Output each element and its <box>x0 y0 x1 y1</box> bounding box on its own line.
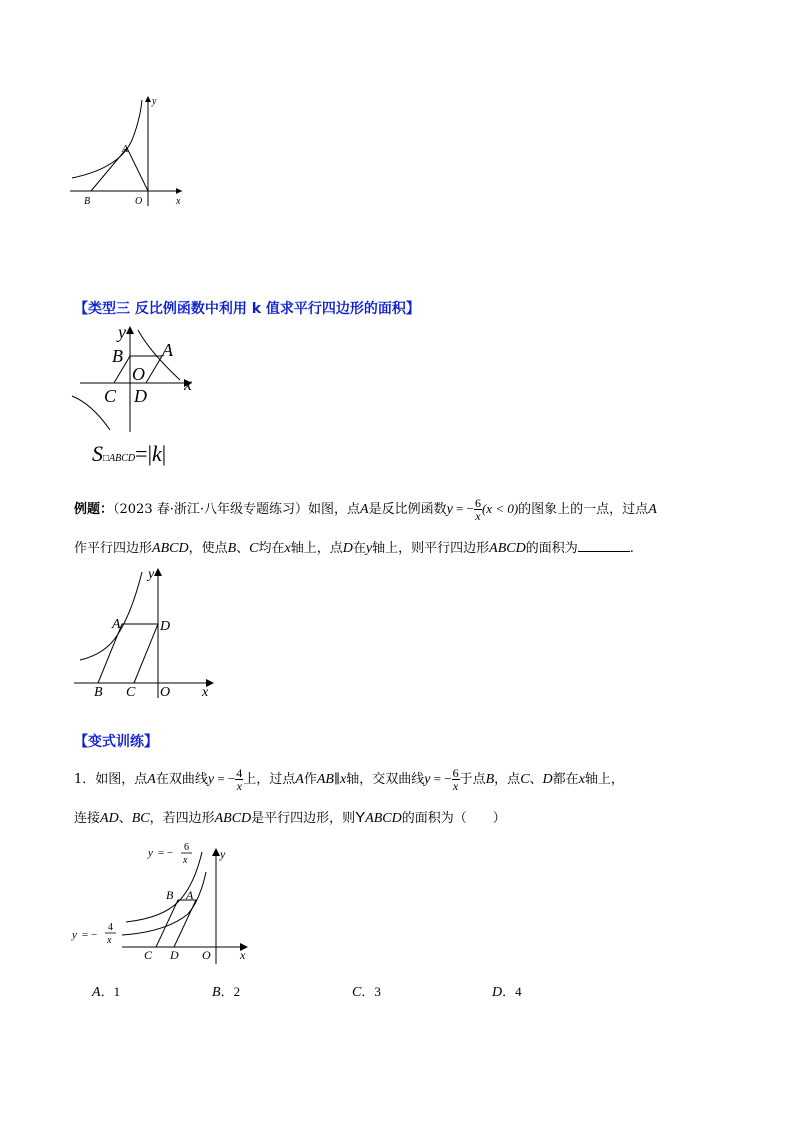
f6-num: 6 <box>184 842 189 853</box>
option-letter: A <box>92 985 101 1000</box>
func-eq: = − <box>430 771 452 786</box>
label-c: C <box>144 948 153 962</box>
text: 是反比例函数 <box>368 502 447 517</box>
y-axis-arrow <box>212 848 220 856</box>
section-title-type3: 【类型三 反比例函数中利用 k 值求平行四边形的面积】 <box>74 301 420 317</box>
formula-end: | <box>161 441 167 466</box>
label-x: x <box>176 196 181 207</box>
point-a: A <box>147 772 156 787</box>
text: 于点 <box>459 772 486 787</box>
parallel-symbol: ∥ <box>333 772 340 787</box>
text: 作平行四边形 <box>74 541 153 556</box>
text: 轴上， <box>584 772 624 787</box>
label-y: y <box>220 847 226 861</box>
formula-s: S <box>92 441 103 466</box>
func-y: y <box>207 772 215 787</box>
option-letter: D <box>492 985 503 1000</box>
y-axis-arrow <box>126 326 134 334</box>
text: 上，过点 <box>243 772 296 787</box>
point-a: A <box>648 502 657 517</box>
abcd: ABCD <box>152 541 189 556</box>
label-d: D <box>160 619 171 634</box>
label-y: y <box>148 567 155 582</box>
text: 、 <box>236 541 250 556</box>
frac-den: x <box>236 779 242 793</box>
option-letter: B <box>212 985 221 1000</box>
option-text: ．1 <box>100 984 121 999</box>
abcd: ABCD <box>365 811 402 826</box>
label-x: x <box>184 374 192 394</box>
point-c: C <box>249 541 259 556</box>
figure-hyperbola-triangle <box>60 90 200 210</box>
label-x: x <box>240 948 246 962</box>
label-y: y <box>152 96 157 107</box>
answer-blank[interactable] <box>578 539 630 552</box>
parallelogram-abcd <box>98 624 158 683</box>
f4-eq: = − <box>82 929 98 941</box>
text: 的图象上的一点，过点 <box>518 502 649 517</box>
example-line-2 <box>74 539 634 558</box>
hyperbola-curve <box>80 572 142 660</box>
func-eq: = − <box>452 501 474 516</box>
option-a[interactable] <box>92 981 120 1001</box>
label-o: O <box>202 948 211 962</box>
label-o: O <box>160 685 171 700</box>
label-a: A <box>122 144 129 155</box>
point-b: B <box>227 541 237 556</box>
frac-den: x <box>475 509 481 523</box>
f4-den: x <box>107 935 112 946</box>
frac-num: 6 <box>474 496 481 510</box>
func-domain: (x < 0) <box>481 501 519 516</box>
option-text: ．4 <box>502 984 522 999</box>
x: x <box>284 541 291 556</box>
hyperbola-minus-4-over-x <box>122 872 206 935</box>
func-y: y <box>424 772 431 787</box>
section-title-variant: 【变式训练】 <box>74 734 158 750</box>
abcd: ABCD <box>489 541 526 556</box>
point-c: C <box>520 772 530 787</box>
text: . <box>629 541 634 556</box>
label-c: C <box>126 685 136 700</box>
abcd: ABCD <box>214 811 252 826</box>
formula-eq: =| <box>135 441 152 466</box>
example-line-1 <box>74 497 657 522</box>
point-a: A <box>360 502 369 517</box>
parallelogram-abcd <box>156 900 196 947</box>
formula-k: k <box>151 441 162 466</box>
label-a: A <box>162 340 173 360</box>
example-label: 例题： <box>74 502 114 517</box>
text: 的面积为（ ） <box>401 811 506 826</box>
x-axis-arrow <box>176 188 182 194</box>
option-b[interactable] <box>212 981 240 1001</box>
option-letter: C <box>352 985 362 1000</box>
figure-two-hyperbolas <box>66 842 256 967</box>
question-1-line-2 <box>74 809 506 828</box>
text: 轴上，则平行四边形 <box>372 541 490 556</box>
ad: AD <box>100 811 119 826</box>
text: 作 <box>303 772 317 787</box>
text: 都在 <box>552 772 579 787</box>
example-source: （2023 春·浙江·八年级专题练习）如图，点 <box>113 502 360 517</box>
func-eq: = − <box>214 771 236 786</box>
point-d: D <box>342 541 353 556</box>
fraction-6-over-x <box>474 497 482 522</box>
text: ，使点 <box>188 541 228 556</box>
f4-num: 4 <box>108 922 113 933</box>
f6-eq: = − <box>158 847 174 859</box>
text: 是平行四边形，则 <box>251 811 356 826</box>
ab: AB <box>316 772 334 787</box>
y-axis-arrow <box>154 568 162 576</box>
label-x: x <box>202 685 209 700</box>
text: 轴上，点 <box>290 541 343 556</box>
text: 、 <box>118 811 132 826</box>
option-d[interactable] <box>492 981 522 1001</box>
label-b: B <box>94 685 103 700</box>
label-b: B <box>84 196 91 207</box>
label-d: D <box>170 948 179 962</box>
question-1-line-1 <box>74 767 624 792</box>
text: 在 <box>352 541 366 556</box>
text: ，点 <box>494 772 521 787</box>
label-o: O <box>132 364 145 384</box>
formula-subscript: □ABCD <box>103 453 136 464</box>
frac-den: x <box>452 779 459 793</box>
figure-parallelogram-model <box>66 322 206 438</box>
func-y: y <box>446 502 453 517</box>
label-o: O <box>135 196 143 207</box>
frac-num: 6 <box>452 766 459 780</box>
x: x <box>339 772 347 787</box>
label-a: A <box>112 617 121 632</box>
point-d: D <box>542 772 553 787</box>
text: 轴，交双曲线 <box>346 772 425 787</box>
text: 的面积为 <box>525 541 578 556</box>
text: 、 <box>529 772 543 787</box>
bc: BC <box>131 811 150 826</box>
hyperbola-curve <box>72 100 142 178</box>
area-formula <box>92 441 166 467</box>
text: 均在 <box>258 541 285 556</box>
fraction-6-over-x <box>452 767 460 792</box>
text: 连接 <box>74 811 101 826</box>
option-text: ．2 <box>220 984 241 999</box>
point-a: A <box>295 772 304 787</box>
label-b: B <box>112 346 123 366</box>
y: y <box>365 541 373 556</box>
f6-den: x <box>183 855 188 866</box>
y-axis-arrow <box>145 96 151 102</box>
text: ，若四边形 <box>149 811 215 826</box>
parallelogram-symbol: Y <box>355 809 366 826</box>
label-y: y <box>118 322 126 342</box>
frac-num: 4 <box>236 766 243 780</box>
label-c: C <box>104 386 117 406</box>
f4-y: y <box>72 929 77 941</box>
label-b: B <box>166 888 174 902</box>
point-b: B <box>485 772 495 787</box>
text: 1．如图，点 <box>74 772 148 787</box>
f6-y: y <box>148 847 153 859</box>
text: 在双曲线 <box>155 772 208 787</box>
x: x <box>578 772 585 787</box>
label-d: D <box>134 386 147 406</box>
option-c[interactable] <box>352 981 381 1001</box>
figure-example-parallelogram <box>66 562 226 700</box>
label-a: A <box>186 888 194 902</box>
option-text: ．3 <box>361 984 381 999</box>
